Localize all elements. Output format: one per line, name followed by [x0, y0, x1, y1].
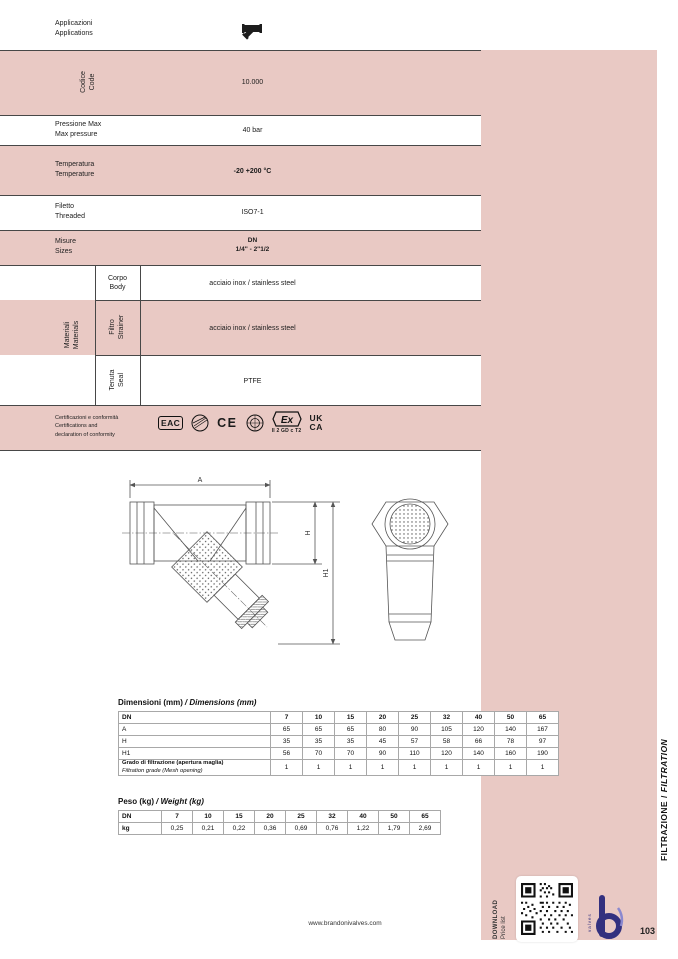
divider — [0, 265, 481, 266]
divider — [0, 145, 481, 146]
qr-code — [516, 876, 578, 942]
dimensions-table — [118, 711, 559, 776]
ce-mark: CE — [217, 415, 238, 430]
ex-hexagon-icon — [272, 411, 302, 427]
brandoni-logo — [585, 892, 627, 948]
thread-value: ISO7-1 — [241, 209, 264, 216]
atex-mark — [272, 411, 302, 434]
materials-label: Materiali Materials — [63, 320, 80, 350]
divider — [0, 195, 481, 196]
dim-label-h1: H1 — [323, 568, 330, 578]
body-material-value: acciaio inox / stainless steel — [209, 280, 296, 287]
table-row: H 35 35 35 45 57 58 66 78 97 — [119, 736, 559, 748]
body-material-label: Corpo Body — [107, 274, 128, 291]
website-link[interactable]: www.brandonivalves.com — [308, 920, 382, 927]
thread-label: Filetto Threaded — [55, 203, 85, 221]
table-row: H1 56 70 70 90 110 120 140 160 190 — [119, 748, 559, 760]
cert-circle-mark-2 — [246, 414, 264, 432]
svg-text:Ex: Ex — [280, 415, 293, 426]
divider — [0, 50, 481, 51]
table-row: DN 7 10 15 20 25 32 40 50 65 — [119, 811, 441, 823]
atex-class: II 2 GD c T2 — [271, 428, 302, 434]
seal-material-label: Tenuta Seal — [108, 369, 125, 391]
certifications-label: Certificazioni e conformità Certifications and declaration of conformity — [55, 415, 119, 438]
table-row: kg 0,25 0,21 0,22 0,36 0,69 0,76 1,22 1,79 2,69 — [119, 823, 441, 835]
strainer-material-label: Filtro Strainer — [108, 314, 125, 340]
page-number: 103 — [640, 926, 656, 936]
download-price-list-link[interactable]: DOWNLOAD Price list — [493, 899, 507, 939]
sizes-value: DN 1/4" - 2"1/2 — [235, 237, 270, 254]
technical-drawing — [110, 472, 480, 697]
divider — [95, 355, 481, 356]
sizes-label: Misure Sizes — [55, 238, 77, 256]
divider — [0, 450, 481, 451]
temperature-label: Temperatura Temperature — [55, 161, 95, 179]
weight-table — [118, 810, 441, 835]
dimensions-title: Dimensioni (mm) / Dimensions (mm) — [118, 698, 257, 707]
cert-circle-mark-1 — [191, 414, 209, 432]
eac-mark: EAC — [158, 416, 183, 430]
divider — [0, 230, 481, 231]
pressure-label: Pressione Max Max pressure — [55, 121, 102, 139]
pressure-value: 40 bar — [242, 127, 263, 134]
divider — [140, 265, 141, 405]
logo-valves-text: valves — [587, 913, 592, 932]
table-row: DN 7 10 15 20 25 32 40 50 65 — [119, 712, 559, 724]
dim-label-h: H — [305, 530, 312, 536]
application-icon — [242, 21, 264, 41]
certification-marks — [158, 411, 323, 434]
code-value: 10.000 — [241, 79, 264, 86]
table-row: A 65 65 65 80 90 105 120 140 167 — [119, 724, 559, 736]
applications-label: Applicazioni Applications — [55, 20, 93, 38]
divider — [95, 300, 481, 301]
strainer-material-value: acciaio inox / stainless steel — [209, 325, 296, 332]
divider — [0, 405, 481, 406]
code-label: Codice Code — [79, 71, 96, 93]
dim-label-a: A — [197, 477, 203, 484]
temperature-value: -20 +200 °C — [233, 168, 272, 175]
ukca-mark: UK CA — [309, 412, 324, 432]
seal-material-value: PTFE — [243, 378, 262, 385]
weight-title: Peso (kg) / Weight (kg) — [118, 797, 204, 806]
table-row: Grado di filtrazione (apertura maglia) Filtration grade (Mesh opening) 1 1 1 1 1 1 1 1 1 — [119, 760, 559, 776]
divider — [0, 115, 481, 116]
section-tab-filtration: FILTRAZIONE / FILTRATION — [659, 739, 669, 861]
